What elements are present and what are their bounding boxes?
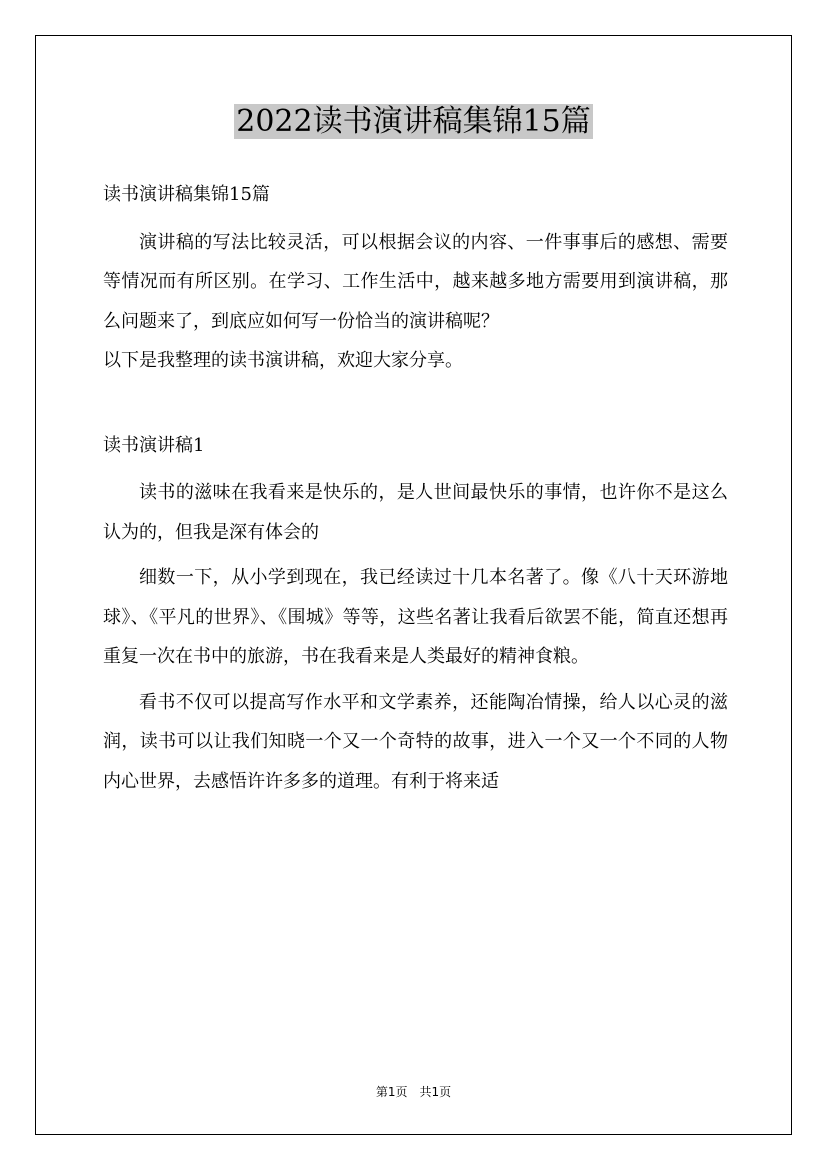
section-spacer xyxy=(103,381,728,422)
document-subtitle: 读书演讲稿集锦15篇 xyxy=(103,184,270,205)
document-title xyxy=(0,102,827,142)
document-body xyxy=(103,175,728,801)
page-footer: 第1页 共1页 xyxy=(375,1085,452,1099)
section-paragraph: 看书不仅可以提高写作水平和文学素养，还能陶冶情操，给人以心灵的滋润，读书可以让我们知晓一个又一个奇特的故事，进入一个又一个不同的人物内心世界，去感悟许许多多的道理。有利于将来适 xyxy=(103,691,728,792)
intro-paragraph: 演讲稿的写法比较灵活，可以根据会议的内容、一件事事后的感想、需要等情况而有所区别。在学习、工作生活中，越来越多地方需要用到演讲稿，那么问题来了，到底应如何写一份恰当的演讲稿呢？ xyxy=(103,231,728,332)
intro-paragraph: 以下是我整理的读书演讲稿，欢迎大家分享。 xyxy=(103,350,463,371)
section-heading: 读书演讲稿1 xyxy=(103,434,205,456)
section-paragraph: 读书的滋味在我看来是快乐的，是人世间最快乐的事情，也许你不是这么认为的，但我是深有体会的 xyxy=(103,482,728,543)
section-paragraph: 细数一下，从小学到现在，我已经读过十几本名著了。像《八十天环游地球》、《平凡的世界》、《围城》等等，这些名著让我看后欲罢不能，简直还想再重复一次在书中的旅游，书在我看来是人类最好的精神食粮。 xyxy=(103,567,728,667)
document-title-text: 2022读书演讲稿集锦15篇 xyxy=(236,104,591,139)
